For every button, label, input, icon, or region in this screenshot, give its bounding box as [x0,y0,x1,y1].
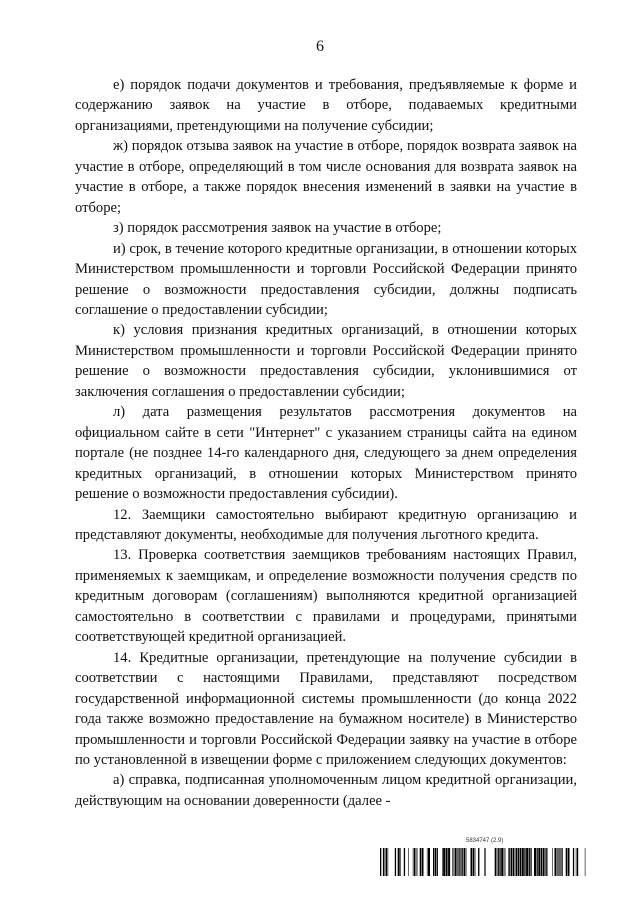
paragraph-i: и) срок, в течение которого кредитные организации, в отношении которых Министерством промышленности и торговли Российской Федерации принято решение о возможности предоставления субсидии, должны подписать соглашение о предоставлении субсидии; [75,240,577,318]
barcode-bar [478,848,479,876]
document-body [75,75,577,811]
barcode-bar [534,848,536,876]
barcode-bar [555,848,557,876]
barcode-bar [545,848,546,876]
barcode-bar [516,848,517,876]
barcode-bar [526,848,528,876]
barcode-bar [501,848,503,876]
barcode-bar [386,848,387,876]
barcode-bar [455,848,457,876]
paragraph-zh: ж) порядок отзыва заявок на участие в отборе, порядок возврата заявок на участие в отборе, определяющий в том числе основания для возврата заявок на участие в отборе, а также порядок внесения изменений в заявки на участие в отборе; [75,138,577,216]
paragraph-z: з) порядок рассмотрения заявок на участие в отборе; [113,220,442,237]
barcode-bar [495,848,496,876]
barcode-bar [461,848,462,876]
barcode-bar [522,848,524,876]
barcode-bar [464,848,465,876]
barcode-bar [518,848,520,876]
barcode-bar [577,848,578,876]
barcode-bar [466,848,467,876]
barcode-bar [511,848,512,876]
barcode-bar [448,848,450,876]
barcode-bar [443,848,445,876]
barcode-bar [452,848,453,876]
barcode-bar [485,848,486,876]
barcode-bar [504,848,505,876]
barcode-bar [530,848,531,876]
barcode-bar [413,848,414,876]
paragraph-k: к) условия признания кредитных организаций, в отношении которых Министерством промышленности и торговли Российской Федерации принято решение о возможности предоставления субсидии, уклонившимися от заключения соглашения о предоставлении субсидии; [75,322,577,400]
barcode-bar [380,848,381,876]
barcode-bar [395,848,396,876]
barcode-bar [509,848,510,876]
barcode-bar [417,848,418,876]
barcode [380,848,590,876]
barcode-bar [538,848,540,876]
barcode-bar [442,848,443,876]
barcode-bar [552,848,553,876]
barcode-bar [498,848,499,876]
paragraph-13: 13. Проверка соответствия заемщиков требованиям настоящих Правил, применяемых к заемщикам, и определение возможности получения средств по кредитным договорам (соглашениям) выполняются кредитной организацией самостоятельно в соответствии с правилами и процедурами, принятыми соответствующей кредитной организацией. [75,547,577,646]
barcode-bar [566,848,567,876]
barcode-bar [573,848,574,876]
barcode-bar [585,848,586,876]
barcode-bar [435,848,436,876]
barcode-bar [557,848,558,876]
barcode-bar [454,848,455,876]
barcode-bar [385,848,386,876]
barcode-bar [427,848,428,876]
barcode-bar [437,848,438,876]
barcode-bar [388,848,389,876]
barcode-bar [473,848,474,876]
barcode-bar [541,848,542,876]
barcode-bar [515,848,516,876]
barcode-bar [428,848,430,876]
barcode-bar [458,848,459,876]
barcode-bar [383,848,384,876]
barcode-area [380,838,590,888]
barcode-bar [499,848,500,876]
barcode-bar [560,848,561,876]
barcode-bar [520,848,521,876]
barcode-bar [543,848,545,876]
paragraph-12: 12. Заемщики самостоятельно выбирают кредитную организацию и представляют документы, необходимые для получения льготного кредита. [75,506,577,543]
barcode-bar [546,848,547,876]
paragraph-14: 14. Кредитные организации, претендующие на получение субсидии в соответствии с настоящими Правилами, представляют посредством государственной информационной системы промышленности (до конца 2022 года также возможно предоставление на бумажном носителе) в Министерство промышленности и торговли Российской Федерации заявку на участие в отборе по установленной в извещении форме с приложением следующих документов: [75,649,577,768]
barcode-bar [414,848,415,876]
barcode-bar [558,848,559,876]
barcode-bar [484,848,485,876]
barcode-bar [471,848,473,876]
barcode-bar [422,848,424,876]
paragraph-a: а) справка, подписанная уполномоченным лицом кредитной организации, действующим на основании доверенности (далее - [75,772,577,809]
paragraph-l: л) дата размещения результатов рассмотрения документов на официальном сайте в сети "Интернет" с указанием страницы сайта на едином портале (не позднее 14-го календарного дня, следующего за днем определения кредитных организаций, в отношении которых Министерством принято решение о возможности предоставления субсидии). [75,404,577,503]
barcode-bar [457,848,458,876]
barcode-bar [462,848,463,876]
barcode-bar [537,848,538,876]
barcode-bar [398,848,400,876]
barcode-bar [459,848,460,876]
barcode-bar [529,848,530,876]
paragraph-e: е) порядок подачи документов и требования, предъявляемые к форме и содержанию заявок на участие в отборе, подаваемых кредитными организациями, претендующими на получение субсидии; [75,77,577,134]
barcode-bar [404,848,405,876]
barcode-bar [416,848,417,876]
barcode-bar [408,848,409,876]
page-number: 6 [316,38,324,55]
barcode-bar [561,848,562,876]
barcode-bar [524,848,525,876]
barcode-bar [446,848,448,876]
barcode-bar [420,848,421,876]
barcode-bar [568,848,570,876]
barcode-bar [508,848,509,876]
barcode-id: 5834747 (2.9) [466,838,504,844]
barcode-bar [576,848,577,876]
barcode-bar [433,848,434,876]
barcode-bar [497,848,498,876]
barcode-bar [400,848,401,876]
barcode-bar [559,848,560,876]
barcode-bar [513,848,514,876]
barcode-bar [505,848,506,876]
barcode-bar [475,848,476,876]
